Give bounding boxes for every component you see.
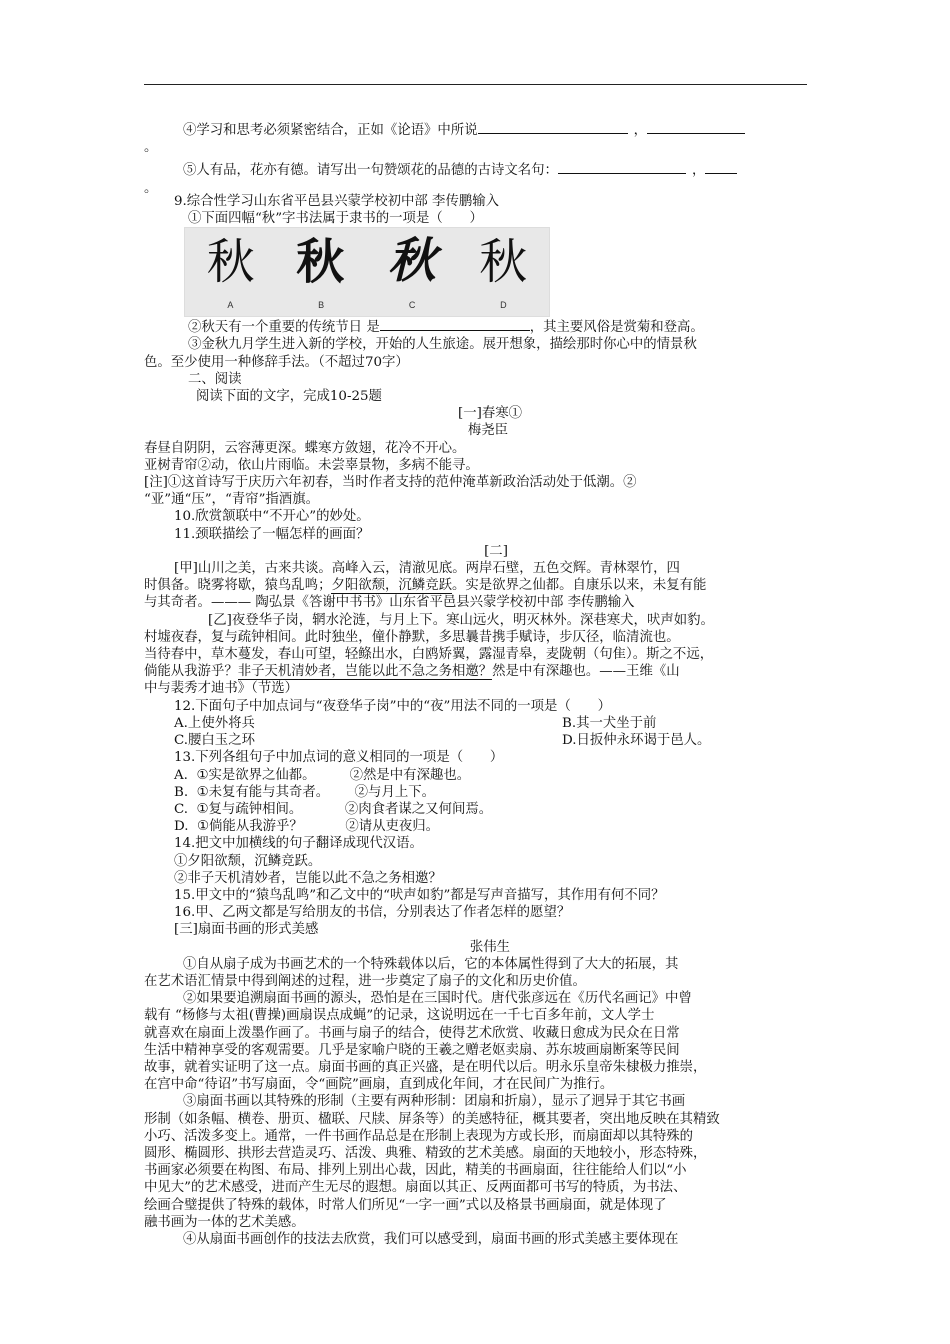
calligraphy-char-b: 秋: [296, 234, 345, 291]
passage3-author: 张伟生: [469, 939, 511, 955]
poem-line1: 春昼自阴阴，云容薄更深。蝶寒方敛翅，花冷不开心。: [144, 440, 466, 456]
answer-blank[interactable]: [705, 160, 737, 174]
q12-option-c[interactable]: C.腰白玉之环: [174, 733, 255, 749]
q8-item5: ⑤人有品，花亦有德。请写出一句赞颂花的品德的古诗文名句： ，: [144, 160, 812, 179]
p2-line5: 故事，就着实证明了这一点。扇面书画的真正兴盛，是在明代以后。明永乐皇帝朱棣极力推崇，: [144, 1059, 707, 1075]
section2-heading: 二、阅读: [188, 371, 242, 387]
calligraphy-label-a: A: [227, 300, 234, 311]
q11: 11.颈联描绘了一幅怎样的画面？: [174, 526, 370, 542]
underlined-sentence: 夕阳欲颓，沉鳞竞跃: [331, 578, 452, 594]
q13-option-a[interactable]: A. ①实是欲界之仙都。 ②然是中有深趣也。: [174, 767, 471, 783]
jia-line3: 与其奇者。——— 陶弘景《答谢中书书》山东省平邑县兴蒙学校初中部 李传鹏输入: [144, 595, 635, 611]
q9-item3-line1: ③金秋九月学生进入新的学校，开始的人生旅途。展开想象，描绘那时你心中的情景秋: [188, 337, 697, 353]
answer-blank[interactable]: [647, 120, 745, 134]
calligraphy-label-c: C: [408, 300, 416, 311]
q8-item4-end: 。: [144, 140, 158, 156]
p3-line1: ③扇面书画以其特殊的形制（主要有两种形制：团扇和折扇），显示了迥异于其它书画: [183, 1094, 686, 1110]
p2-line1: ②如果要追溯扇面书画的源头，恐怕是在三国时代。唐代张彦远在《历代名画记》中曾: [183, 991, 692, 1007]
q12-option-d[interactable]: D.日扳仲永环谒于邑人。: [562, 733, 711, 749]
passage2-title: [二]: [484, 543, 508, 559]
poem-note-line2: “亚”通“压”，“青帘”指酒旗。: [144, 492, 319, 508]
p3-line3: 小巧、活泼多变上。通常，一件书画作品总是在形制上表现为方或长形，而扇面却以其特殊的: [144, 1128, 694, 1144]
passage3-title: [三]扇面书画的形式美感: [174, 922, 319, 938]
q12-options-row2: [144, 732, 812, 749]
yi-line4: 倘能从我游乎？非子天机清妙者，岂能以此不急之务相邀？然是中有深趣也。——王维《山: [144, 664, 680, 680]
q10: 10.欣赏颔联中“不开心”的妙处。: [174, 509, 370, 525]
q9-item1: ①下面四幅“秋”字书法属于隶书的一项是（ ）: [188, 211, 483, 227]
document-page: [144, 120, 812, 1248]
yi-line2: 村墟夜舂，复与疏钟相间。此时独坐，僮仆静默，多思曩昔携手赋诗，步仄径，临清流也。: [144, 629, 680, 645]
yi-line5: 中与裴秀才迪书》（节选）: [144, 681, 298, 697]
calligraphy-image: [184, 227, 550, 317]
underlined-sentence: 非子天机清妙者，岂能以此不急之务相邀？: [237, 664, 493, 680]
poem-note-line1: [注]①这首诗写于庆历六年初春，当时作者支持的范仲淹革新政治活动处于低潮。②: [144, 475, 637, 491]
q12-options-row1: [144, 715, 812, 732]
poem-line2: 亚树青帘②动，依山片雨临。未尝辜景物，多病不能寻。: [144, 457, 479, 473]
section2-instruction: 阅读下面的文字，完成10-25题: [196, 389, 382, 405]
answer-blank[interactable]: [380, 317, 530, 331]
q12-option-b[interactable]: B.其一犬坐于前: [562, 715, 657, 731]
p1-line2: 在艺术语汇情景中得到阐述的过程，进一步奠定了扇子的文化和历史价值。: [144, 973, 586, 989]
p1-line1: ①自从扇子成为书画艺术的一个特殊载体以后，它的本体属性得到了大大的拓展，其: [183, 956, 679, 972]
p4-line1: ④从扇面书画创作的技法去欣赏，我们可以感受到，扇面书画的形式美感主要体现在: [183, 1231, 679, 1247]
p3-line2: 形制（如条幅、横卷、册页、楹联、尺牍、屏条等）的美感特征，概其要者，突出地反映在其精致: [144, 1111, 720, 1127]
jia-line1: [甲]山川之美，古来共谈。高峰入云，清澈见底。两岸石壁，五色交辉。青林翠竹，四: [174, 561, 680, 577]
p3-line6: 中见大”的艺术感受，进而产生无尽的遐想。扇面以其正、反两面都可书写的特质，为书法、: [144, 1180, 687, 1196]
answer-blank[interactable]: [558, 160, 686, 174]
p3-line7: 绘画合璧提供了特殊的载体，时常人们所见“一字一画”式以及格景书画扇面，就是体现了: [144, 1197, 667, 1213]
p2-line3: 就喜欢在扇面上泼墨作画了。书画与扇子的结合，使得艺术欣赏、收藏日愈成为民众在日常: [144, 1025, 680, 1041]
calligraphy-char-c: 秋: [387, 235, 436, 289]
poem-author: 梅尧臣: [467, 423, 509, 439]
jia-line2: 时俱备。晓雾将歇，猿鸟乱鸣；夕阳欲颓，沉鳞竞跃。实是欲界之仙都。自康乐以来，未复有能: [144, 578, 707, 594]
q13-option-d[interactable]: D. ①倘能从我游乎？ ②请从吏夜归。: [174, 819, 440, 835]
p3-line5: 书画家必须要在构图、布局、排列上别出心裁，因此，精美的书画扇面，往往能给人们以“小: [144, 1163, 687, 1179]
q12-option-a[interactable]: A.上使外将兵: [174, 715, 255, 731]
p3-line8: 融书画为一体的艺术美感。: [144, 1214, 305, 1230]
header-rule: [144, 84, 807, 85]
q16: 16.甲、乙两文都是写给朋友的书信，分别表达了作者怎样的愿望？: [174, 905, 571, 921]
calligraphy-label-d: D: [500, 300, 507, 311]
q9-title: 9.综合性学习山东省平邑县兴蒙学校初中部 李传鹏输入: [174, 193, 500, 209]
q14: 14.把文中加横线的句子翻译成现代汉语。: [174, 836, 423, 852]
q13-option-c[interactable]: C. ①复与疏钟相间。 ②肉食者谋之又何间焉。: [174, 801, 493, 817]
answer-blank[interactable]: [478, 120, 628, 134]
calligraphy-label-b: B: [318, 300, 325, 311]
q14-sentence1: ①夕阳欲颓，沉鳞竞跃。: [174, 853, 322, 869]
calligraphy-char-d: 秋: [479, 234, 528, 291]
poem-title: [一]春寒①: [457, 406, 522, 422]
q13: 13.下列各组句子中加点词的意义相同的一项是（ ）: [174, 750, 504, 766]
p2-line6: 在宫中命“待诏”书写扇面，令“画院”画扇，直到成化年间，才在民间广为推行。: [144, 1077, 614, 1093]
q12: 12.下面句子中加点词与“夜登华子岗”中的“夜”用法不同的一项是（ ）: [174, 698, 612, 714]
q13-option-b[interactable]: B. ①未复有能与其奇者。 ②与月上下。: [174, 784, 436, 800]
q15: 15.甲文中的“猿鸟乱鸣”和乙文中的“吠声如豹”都是写声音描写，其作用有何不同？: [174, 887, 665, 903]
q8-item5-end: 。: [144, 180, 158, 196]
p3-line4: 圆形、椭圆形、拱形去营造灵巧、活泼、典雅、精致的艺术美感。扇面的天地较小，形态特殊，: [144, 1145, 707, 1161]
p2-line4: 生活中精神享受的客观需要。几乎是家喻户晓的王羲之赠老妪卖扇、苏东坡画扇断案等民间: [144, 1042, 680, 1058]
q9-item2: ②秋天有一个重要的传统节日 是 ，其主要风俗是赏菊和登高。: [144, 317, 812, 336]
q9-item3-line2: 色。至少使用一种修辞手法。（不超过70字）: [144, 354, 409, 370]
calligraphy-char-a: 秋: [206, 234, 253, 291]
q8-item4: ④学习和思考必须紧密结合，正如《论语》中所说 ，: [144, 120, 812, 139]
q14-sentence2: ②非子天机清妙者，岂能以此不急之务相邀？: [174, 870, 442, 886]
yi-line1: [乙]夜登华子岗，辋水沦涟，与月上下。寒山远火，明灭林外。深巷寒犬，吠声如豹。: [208, 612, 714, 628]
yi-line3: 当待春中，草木蔓发，春山可望，轻鲦出水，白鸥矫翼，露湿青皋，麦陇朝（句隹）。斯之不远，: [144, 647, 714, 663]
p2-line2: 载有 “杨修与太祖(曹操)画扇误点成蝇”的记录，这说明远在一千七百多年前，文人学士: [144, 1008, 655, 1024]
